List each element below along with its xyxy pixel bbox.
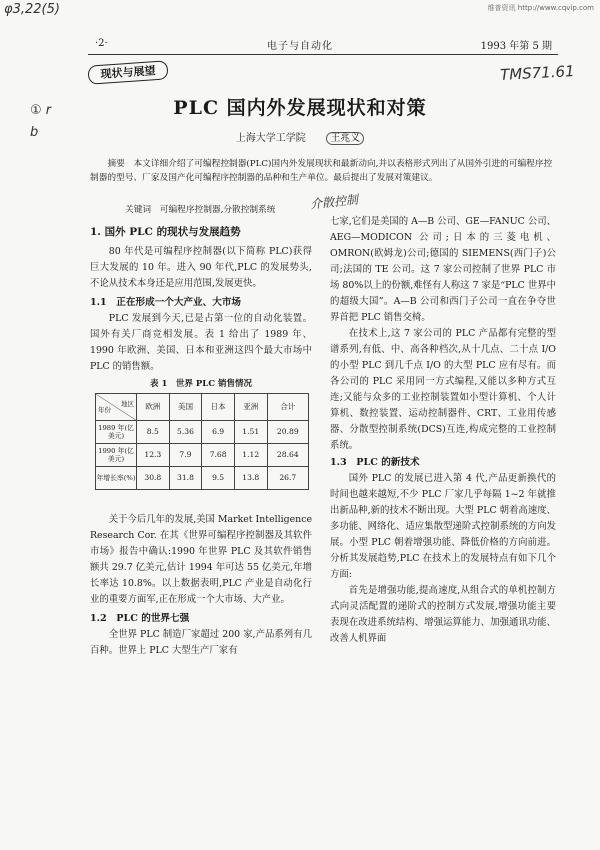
handwritten-note-top-left: φ3,22(5) bbox=[4, 2, 60, 17]
paragraph: 关于今后几年的发展,美国 Market Intelligence Research Cor. 在其《世界可编程序控制器及其软件市场》报告中确认:1990 年世界 PLC 及其软件销售额共 29.7 亿美元,估计 1994 年可达 55 亿美元,年增长率达 10.8%。以上数据表明,PLC 产业是自动化行业的重要方面军,正在形成一个大市场、大产业。 bbox=[90, 514, 312, 605]
table-col-header: 合计 bbox=[267, 394, 308, 421]
table-col-header: 欧洲 bbox=[137, 394, 170, 421]
table-row bbox=[96, 444, 309, 467]
table-row bbox=[96, 421, 309, 444]
table-cell: 30.8 bbox=[137, 467, 170, 490]
paragraph: 80 年代是可编程序控制器(以下简称 PLC)获得巨大发展的 10 年。进入 90 年代,PLC 的发展势头,不论从技术本身还是应用范围,发展更快。 bbox=[90, 246, 312, 289]
table-col-header: 日本 bbox=[202, 394, 235, 421]
sales-table bbox=[95, 393, 309, 490]
header-rule bbox=[88, 54, 558, 55]
journal-name: 电子与自动化 bbox=[267, 41, 333, 52]
handwritten-margin-note: ① rb bbox=[30, 103, 52, 140]
paragraph: 在技术上,这 7 家公司的 PLC 产品都有完整的型谱系列,有低、中、高各种档次,从十几点、二十点 I/O 的小型 PLC 到几千点 I/O 的大型 PLC 应有尽有。而各公司的 PLC 采用同一方式编程,又能以多种方式互连;又能与众多的工业控制装置如小型计算机、个人计算机、数控装置、运动控制器件、CRT、工业用传感器、分散型控制系统(DCS)互连,构成完整的工业控制系统。 bbox=[330, 328, 556, 451]
keywords: 关键词 可编程序控制器,分散控制系统 bbox=[125, 205, 276, 215]
table-corner-header: 地区 年份 bbox=[96, 394, 137, 421]
table-cell: 9.5 bbox=[202, 467, 235, 490]
paragraph: 国外 PLC 的发展已进入第 4 代,产品更新换代的时间也越来越短,不少 PLC 厂家几乎每隔 1~2 年就推出新品种,新的技术不断出现。大型 PLC 朝着高速度、多功能、网络化、适应集散型递阶式控制系统的方向发展。小型 PLC 朝着增强功能、降低价格的方向前进。分析其发展趋势,PLC 在技术上的发展特点有如下几个方面: bbox=[330, 473, 556, 580]
table-cell: 8.5 bbox=[137, 421, 170, 444]
table-col-header: 美国 bbox=[169, 394, 202, 421]
table-row-label: 年增长率(%) bbox=[96, 467, 137, 490]
table-cell: 20.89 bbox=[267, 421, 308, 444]
table-cell: 1.12 bbox=[234, 444, 267, 467]
table-cell: 13.8 bbox=[234, 467, 267, 490]
table-cell: 26.7 bbox=[267, 467, 308, 490]
left-column bbox=[90, 223, 312, 659]
handwritten-keyword-note: 介散控制 bbox=[309, 192, 359, 212]
paragraph: 七家,它们是美国的 A—B 公司、GE—FANUC 公司、AEG—MODICON 公司;日本的三菱电机、OMRON(欧姆龙)公司;德国的 SIEMENS(西门子)公司;法国的 TE 公司。这 7 家公司控制了世界 PLC 市场 80%以上的份额,难怪有人称这 7 家是“PLC 世界中的超级大国”。A—B 公司和西门子公司一直在争夺世界首把 PLC 销售交椅。 bbox=[330, 216, 556, 323]
subsection-heading-1-3: 1.3 PLC 的新技术 bbox=[330, 457, 420, 468]
issue-info: 1993 年第 5 期 bbox=[480, 41, 552, 52]
article-title: PLC 国内外发展现状和对策 bbox=[173, 97, 427, 119]
author: 王兆义 bbox=[326, 132, 364, 145]
table-row-label: 1989 年(亿美元) bbox=[96, 421, 137, 444]
table-col-header: 亚洲 bbox=[234, 394, 267, 421]
organization: 上海大学工学院 bbox=[235, 133, 306, 144]
affiliation bbox=[0, 129, 600, 144]
table-cell: 31.8 bbox=[169, 467, 202, 490]
table-cell: 5.36 bbox=[169, 421, 202, 444]
watermark: 维普资讯 http://www.cqvip.com bbox=[487, 4, 594, 12]
handwritten-stamp: TMS71.61 bbox=[499, 62, 575, 84]
paragraph: 首先是增强功能,提高速度,从组合式的单机控制方式向灵活配置的递阶式的控制方式发展,增强功能主要表现在改进系统结构、增强运算能力、加强通讯功能、改善人机界面 bbox=[330, 585, 556, 644]
section-tag: 现状与展望 bbox=[87, 60, 168, 85]
paragraph: 全世界 PLC 制造厂家超过 200 家,产品系列有几百种。世界上 PLC 大型生产厂家有 bbox=[90, 629, 312, 656]
table-caption: 表 1 世界 PLC 销售情况 bbox=[150, 379, 252, 389]
table-cell: 7.68 bbox=[202, 444, 235, 467]
table-row bbox=[96, 467, 309, 490]
table-cell: 1.51 bbox=[234, 421, 267, 444]
subsection-heading-1-2: 1.2 PLC 的世界七强 bbox=[90, 613, 190, 624]
subsection-heading-1-1: 1.1 正在形成一个大产业、大市场 bbox=[90, 297, 242, 308]
table-cell: 6.9 bbox=[202, 421, 235, 444]
table-cell: 12.3 bbox=[137, 444, 170, 467]
section-heading-1: 1. 国外 PLC 的现状与发展趋势 bbox=[90, 226, 241, 238]
right-column bbox=[330, 214, 556, 647]
table-row-label: 1990 年(亿美元) bbox=[96, 444, 137, 467]
page-number: ·2· bbox=[95, 38, 108, 49]
paragraph: PLC 发展到今天,已是占第一位的自动化装置。国外有关厂商竞相发展。表 1 给出了 1989 年、1990 年欧洲、美国、日本和亚洲这四个最大市场中 PLC 的销售额。 bbox=[90, 313, 312, 372]
abstract: 摘要 本文详细介绍了可编程控制器(PLC)国内外发展现状和最新动向,并以表格形式列出了从国外引进的可编程序控制器的型号、厂家及国产化可编程序控制器的品种和生产单位。最后提出了发展对策建议。 bbox=[90, 159, 553, 183]
table-cell: 7.9 bbox=[169, 444, 202, 467]
table-cell: 28.64 bbox=[267, 444, 308, 467]
